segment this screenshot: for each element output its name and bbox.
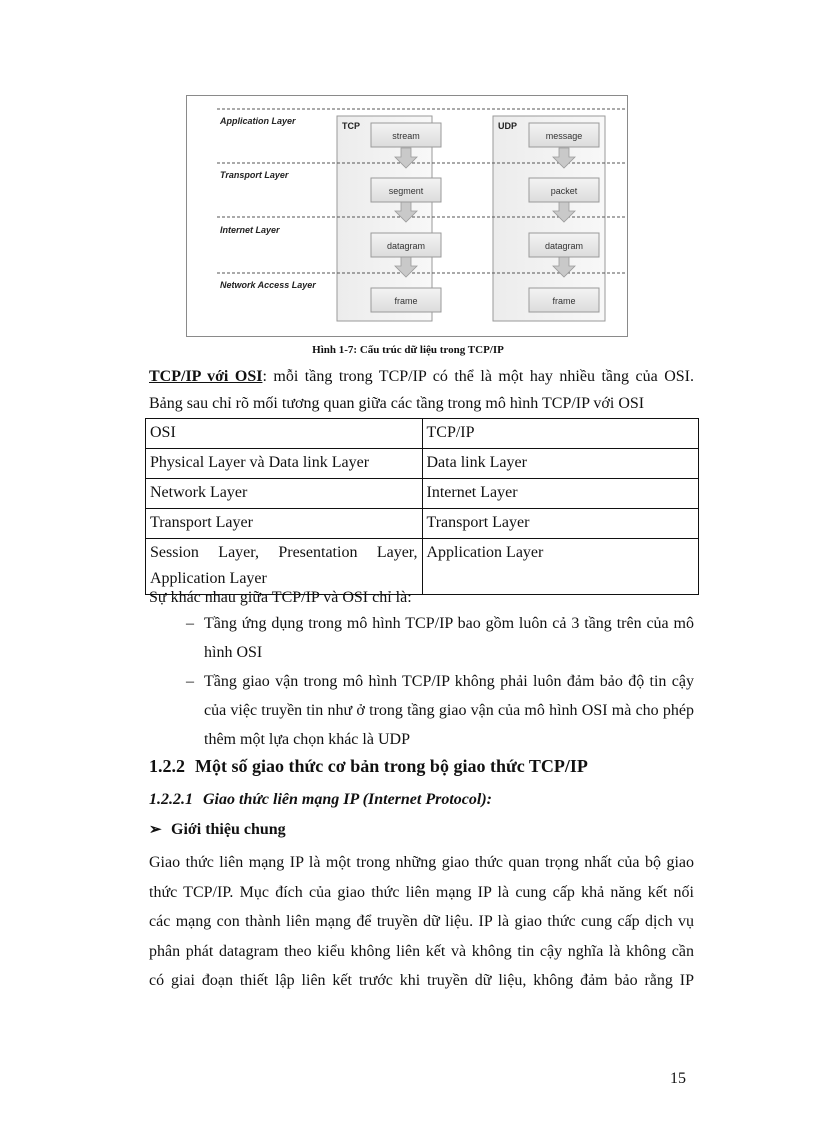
body-line: phân phát datagram theo kiểu không liên kết và không tin cậy nghĩa là không cần bbox=[149, 942, 694, 960]
arrow-bullet-icon: ➢ bbox=[149, 822, 162, 838]
table-cell: Session Layer, Presentation Layer, Application Layer bbox=[146, 539, 423, 595]
tcp-unit-datagram: datagram bbox=[386, 241, 426, 251]
subheading-title: Giới thiệu chung bbox=[171, 821, 286, 838]
table-header-cell: OSI bbox=[146, 419, 423, 449]
column-title-udp: UDP bbox=[498, 121, 518, 131]
intro-label: TCP/IP với OSI bbox=[149, 368, 263, 385]
table-row bbox=[146, 509, 699, 539]
page-number: 15 bbox=[670, 1070, 686, 1087]
udp-unit-packet: packet bbox=[550, 186, 578, 196]
differences-intro: Sự khác nhau giữa TCP/IP và OSI chỉ là: bbox=[149, 589, 412, 606]
intro-line-1 bbox=[149, 364, 694, 390]
table-row bbox=[146, 449, 699, 479]
layer-label-internet: Internet Layer bbox=[220, 225, 280, 235]
list-item bbox=[186, 667, 694, 754]
table-row bbox=[146, 479, 699, 509]
section-number: 1.2.2 bbox=[149, 756, 185, 776]
tcp-unit-segment: segment bbox=[388, 186, 424, 196]
layer-label-network-access: Network Access Layer bbox=[220, 280, 316, 290]
body-paragraph bbox=[149, 848, 694, 996]
table-header-row bbox=[146, 419, 699, 449]
section-title: Một số giao thức cơ bản trong bộ giao thức TCP/IP bbox=[195, 756, 588, 776]
list-item bbox=[186, 609, 694, 667]
figure-diagram bbox=[187, 96, 629, 338]
section-heading bbox=[149, 756, 588, 777]
list-item-text: Tầng giao vận trong mô hình TCP/IP không phải luôn đảm bảo độ tin cậy của việc truyền tin như ở trong tầng giao vận của mô hình OSI mà cho phép thêm một lựa chọn khác là UDP bbox=[204, 673, 694, 748]
table-header-cell: TCP/IP bbox=[422, 419, 699, 449]
subsection-title: Giao thức liên mạng IP (Internet Protocol): bbox=[203, 791, 492, 808]
body-line: thức TCP/IP. Mục đích của giao thức liên mạng IP là cung cấp khả năng kết nối bbox=[149, 883, 694, 901]
intro-line-2: Bảng sau chỉ rõ mối tương quan giữa các tầng trong mô hình TCP/IP với OSI bbox=[149, 395, 645, 412]
dash-bullet: – bbox=[186, 673, 194, 690]
subheading bbox=[149, 820, 286, 839]
tcp-unit-stream: stream bbox=[392, 131, 420, 141]
subsection-number: 1.2.2.1 bbox=[149, 791, 193, 808]
table-cell: Transport Layer bbox=[422, 509, 699, 539]
udp-unit-frame: frame bbox=[552, 296, 576, 306]
body-line: Giao thức liên mạng IP là một trong những giao thức quan trọng nhất của bộ giao bbox=[149, 854, 694, 871]
osi-tcpip-table bbox=[145, 418, 699, 595]
figure-caption: Hình 1-7: Cấu trúc dữ liệu trong TCP/IP bbox=[312, 344, 504, 356]
table-cell: Application Layer bbox=[422, 539, 699, 595]
table-cell: Transport Layer bbox=[146, 509, 423, 539]
figure-tcpip-data-structure bbox=[186, 95, 628, 337]
subsection-heading bbox=[149, 791, 492, 809]
tcp-unit-frame: frame bbox=[394, 296, 418, 306]
udp-unit-message: message bbox=[545, 131, 583, 141]
differences-list bbox=[186, 609, 694, 754]
layer-label-application: Application Layer bbox=[220, 116, 296, 126]
dash-bullet: – bbox=[186, 615, 194, 632]
table-cell: Physical Layer và Data link Layer bbox=[146, 449, 423, 479]
udp-unit-datagram: datagram bbox=[544, 241, 584, 251]
intro-sentence-rest: : mỗi tầng trong TCP/IP có thể là một hay nhiều tầng của OSI. bbox=[262, 368, 694, 385]
column-title-tcp: TCP bbox=[342, 121, 360, 131]
body-line: có giai đoạn thiết lập liên kết trước khi truyền dữ liệu, không đảm bảo rằng IP bbox=[149, 972, 694, 989]
table-cell: Data link Layer bbox=[422, 449, 699, 479]
layer-label-transport: Transport Layer bbox=[220, 170, 289, 180]
table-cell: Internet Layer bbox=[422, 479, 699, 509]
body-line: các mạng con thành liên mạng để truyền dữ liệu. IP là giao thức cung cấp dịch vụ bbox=[149, 913, 694, 930]
table-cell: Network Layer bbox=[146, 479, 423, 509]
list-item-text: Tầng ứng dụng trong mô hình TCP/IP bao gồm luôn cả 3 tầng trên của mô hình OSI bbox=[204, 615, 694, 661]
